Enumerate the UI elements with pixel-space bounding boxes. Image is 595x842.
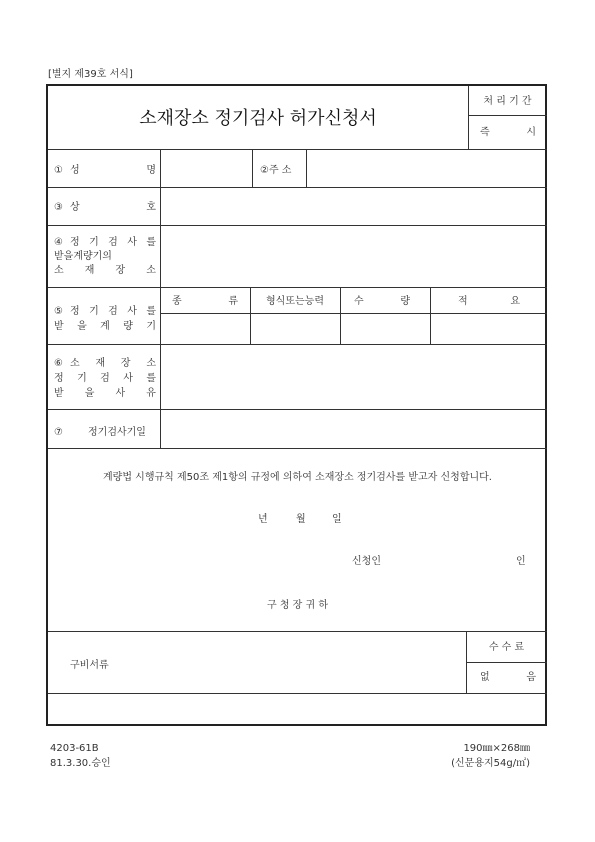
reason-row-number: ⑥: [54, 358, 63, 369]
date-month-label: 월: [296, 514, 306, 525]
meter-summary-field[interactable]: [431, 314, 547, 344]
label-char: 류: [228, 296, 238, 307]
column-header-quantity: [354, 296, 410, 308]
column-header-type: [172, 296, 238, 308]
divider: [466, 662, 547, 663]
label-char: 를: [146, 373, 156, 384]
reason-label-line1: [70, 358, 156, 370]
processing-value-right: 시: [526, 127, 536, 138]
label-char: 사: [127, 306, 137, 317]
form-title: 소재장소 정기검사 허가신청서: [139, 108, 377, 129]
seal-label: 인: [516, 556, 526, 567]
label-char: 량: [123, 321, 133, 332]
column-header-summary: [458, 296, 520, 308]
location-label-line3: [54, 265, 156, 277]
label-char: 소: [70, 358, 80, 369]
label-char: 을: [84, 388, 95, 399]
date-year-label: 년: [258, 514, 268, 525]
form-code: 4203-61B: [50, 743, 99, 754]
reason-field[interactable]: [161, 345, 547, 409]
label-char: 정: [70, 306, 80, 317]
label-char: 성: [70, 165, 80, 176]
label-char: 받: [54, 321, 64, 332]
applicant-name-field[interactable]: [390, 552, 510, 572]
label-char: 검: [108, 237, 118, 248]
label-char: 받: [54, 388, 64, 399]
meter-model-field[interactable]: [251, 314, 339, 344]
label-char: 종: [172, 296, 182, 307]
name-field[interactable]: [161, 150, 251, 187]
label-char: 사: [127, 237, 137, 248]
paper-size: 190㎜×268㎜: [463, 743, 530, 754]
label-char: 소: [146, 358, 156, 369]
inspection-date-row-number: ⑦: [54, 427, 63, 438]
processing-period-value: [480, 127, 536, 139]
label-char: 적: [458, 296, 468, 307]
divider: [468, 115, 547, 116]
approval-date: 81.3.30.승인: [50, 758, 111, 769]
label-char: 재: [95, 358, 106, 369]
divider: [48, 448, 547, 449]
inspection-date-label: 정기검사기일: [88, 427, 146, 438]
label-char: 재: [84, 265, 95, 276]
address-label: ②주 소: [260, 165, 292, 176]
applicant-label: 신청인: [352, 556, 381, 567]
paper-type: (신문용지54g/㎡): [451, 758, 530, 769]
label-char: 기: [89, 237, 99, 248]
label-char: 량: [400, 296, 410, 307]
trade-name-field[interactable]: [161, 188, 547, 225]
label-char: 기: [77, 373, 87, 384]
label-char: 기: [146, 321, 156, 332]
divider: [252, 149, 253, 187]
label-char: 명: [146, 165, 156, 176]
meters-label-line1: [70, 306, 156, 318]
application-form: [46, 84, 547, 726]
meters-label-line2: [54, 321, 156, 333]
column-header-model: 형식또는능력: [266, 296, 324, 307]
label-char: 호: [146, 202, 156, 213]
label-char: 를: [146, 237, 156, 248]
date-day-label: 일: [332, 514, 342, 525]
location-field[interactable]: [161, 226, 547, 287]
label-char: 상: [70, 202, 80, 213]
label-char: 을: [77, 321, 87, 332]
form-number-label: [별지 제39호 서식]: [48, 69, 133, 80]
processing-value-left: 즉: [480, 127, 490, 138]
divider: [48, 693, 547, 694]
reason-label-line2: [54, 373, 156, 385]
address-field[interactable]: [307, 150, 547, 187]
label-char: 사: [123, 373, 133, 384]
trade-name-row-number: ③: [54, 202, 63, 213]
label-char: 수: [354, 296, 364, 307]
label-char: 사: [115, 388, 126, 399]
fee-value-right: 음: [526, 672, 536, 683]
recipient-label: 구 청 장 귀 하: [266, 600, 328, 611]
label-char: 기: [89, 306, 99, 317]
fee-label: 수 수 료: [488, 642, 525, 653]
required-documents-field[interactable]: [128, 634, 462, 692]
location-label-line2: 받을계량기의: [54, 251, 112, 262]
location-label-line1: [70, 237, 156, 249]
reason-label-line3: [54, 388, 156, 400]
meters-row-number: ⑤: [54, 306, 63, 317]
label-char: 소: [54, 265, 64, 276]
location-row-number: ④: [54, 237, 63, 248]
meter-type-field[interactable]: [161, 314, 249, 344]
label-char: 요: [510, 296, 520, 307]
inspection-date-field[interactable]: [161, 410, 547, 448]
label-char: 장: [115, 265, 126, 276]
name-label: [70, 165, 156, 177]
meter-quantity-field[interactable]: [341, 314, 429, 344]
required-documents-label: 구비서류: [70, 660, 109, 671]
label-char: 검: [100, 373, 110, 384]
name-row-number: ①: [54, 165, 63, 176]
fee-value-left: 없: [480, 672, 490, 683]
trade-name-label: [70, 202, 156, 214]
label-char: 정: [54, 373, 64, 384]
label-char: 유: [146, 388, 156, 399]
label-char: 계: [100, 321, 110, 332]
divider: [48, 287, 547, 288]
processing-period-label: 처 리 기 간: [483, 96, 532, 107]
statement-text: 계량법 시행규칙 제50조 제1항의 규정에 의하여 소재장소 정기검사를 받고자 신청합니다.: [103, 472, 492, 483]
label-char: 소: [146, 265, 156, 276]
label-char: 장: [120, 358, 131, 369]
label-char: 를: [146, 306, 156, 317]
label-char: 정: [70, 237, 80, 248]
divider: [48, 631, 547, 632]
label-char: 검: [108, 306, 118, 317]
fee-value: [480, 672, 536, 684]
